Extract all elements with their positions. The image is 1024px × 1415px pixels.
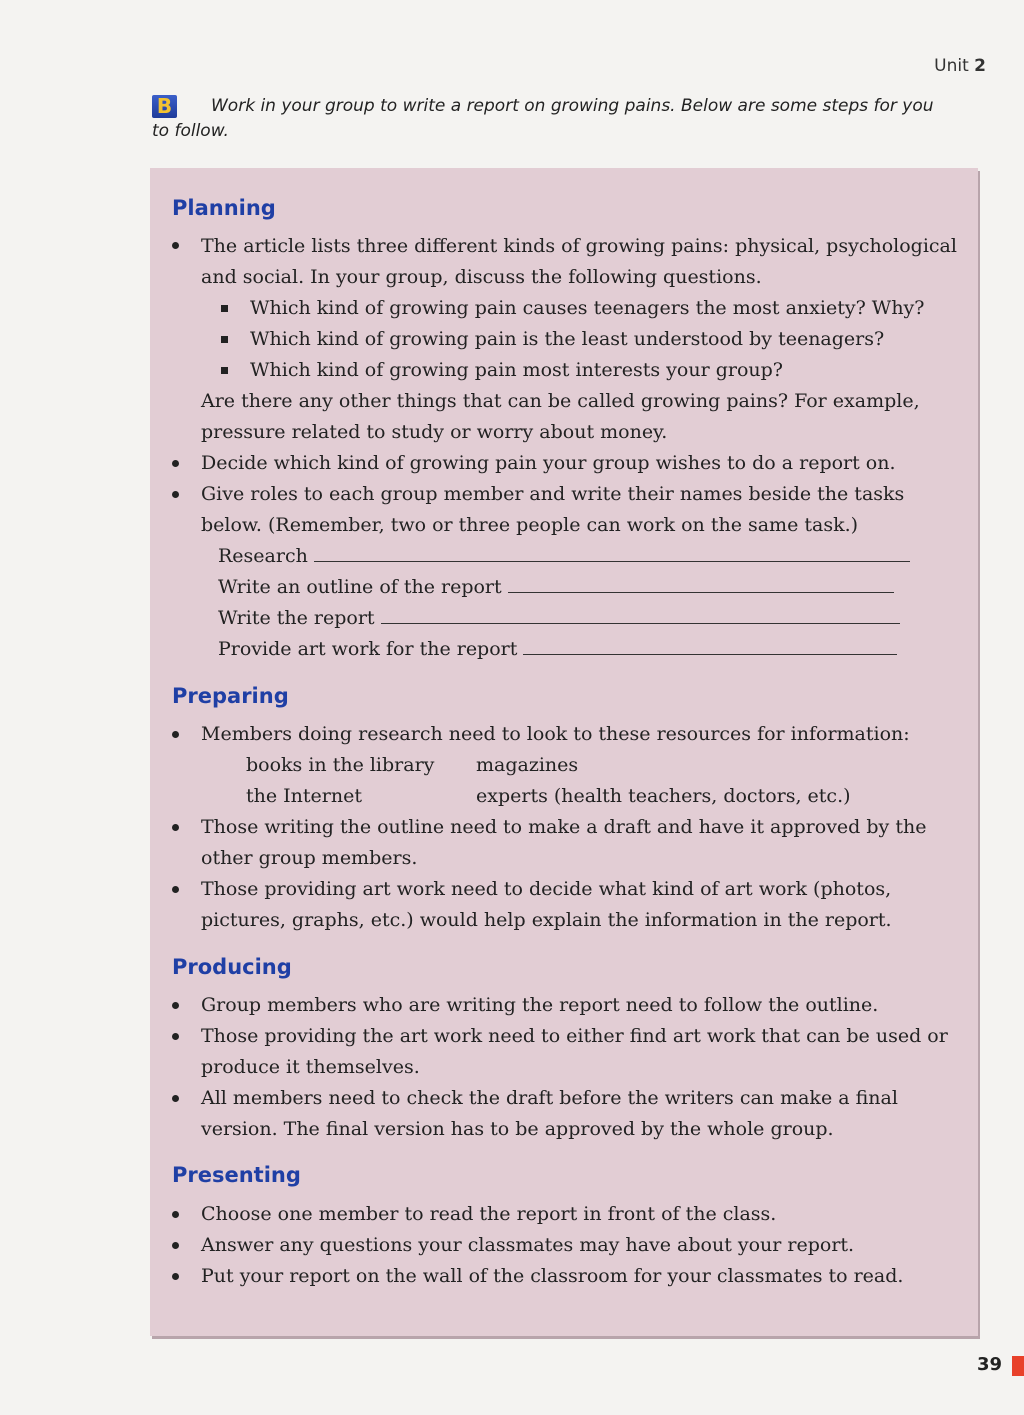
bullet-icon bbox=[172, 1095, 179, 1102]
planning-bullet-1-line-2: and social. In your group, discuss the following questions. bbox=[201, 266, 762, 288]
planning-bullet-3-line-2: below. (Remember, two or three people can work on the same task.) bbox=[201, 514, 859, 536]
planning-extra-line-2: pressure related to study or worry about money. bbox=[201, 421, 668, 443]
unit-word: Unit bbox=[934, 56, 969, 76]
presenting-bullet-1: Choose one member to read the report in front of the class. bbox=[201, 1203, 777, 1225]
bullet-icon bbox=[172, 460, 179, 467]
task-research-label: Research bbox=[218, 545, 308, 567]
presenting-bullet-2: Answer any questions your classmates may have about your report. bbox=[201, 1234, 855, 1256]
unit-number: 2 bbox=[974, 56, 986, 76]
bullet-icon bbox=[172, 1211, 179, 1218]
square-bullet-icon bbox=[221, 336, 228, 343]
planning-extra-line-1: Are there any other things that can be called growing pains? For example, bbox=[201, 390, 920, 412]
planning-bullet-1-line-1: The article lists three different kinds of growing pains: physical, psychological bbox=[201, 235, 957, 257]
task-write-label: Write the report bbox=[218, 607, 375, 629]
resource-magazines: magazines bbox=[476, 754, 579, 776]
instruction bbox=[152, 94, 952, 144]
planning-bullet-3-line-1: Give roles to each group member and write their names beside the tasks bbox=[201, 483, 905, 505]
preparing-heading: Preparing bbox=[172, 684, 289, 708]
preparing-bullet-1: Members doing research need to look to these resources for information: bbox=[201, 723, 910, 745]
bullet-icon bbox=[172, 1273, 179, 1280]
preparing-bullet-2-line-1: Those writing the outline need to make a draft and have it approved by the bbox=[201, 816, 927, 838]
task-art bbox=[218, 636, 897, 662]
preparing-bullet-2-line-2: other group members. bbox=[201, 847, 418, 869]
planning-heading: Planning bbox=[172, 196, 276, 220]
bullet-icon bbox=[172, 242, 179, 249]
question-1: Which kind of growing pain causes teenagers the most anxiety? Why? bbox=[250, 297, 925, 319]
bullet-icon bbox=[172, 731, 179, 738]
unit-label bbox=[934, 56, 986, 76]
resource-experts: experts (health teachers, doctors, etc.) bbox=[476, 785, 851, 807]
producing-bullet-2-line-1: Those providing the art work need to either find art work that can be used or bbox=[201, 1025, 948, 1047]
presenting-bullet-3: Put your report on the wall of the classroom for your classmates to read. bbox=[201, 1265, 904, 1287]
bullet-icon bbox=[172, 886, 179, 893]
resource-internet: the Internet bbox=[246, 785, 362, 807]
instruction-text: Work in your group to write a report on growing pains. Below are some steps for you to follow. bbox=[152, 96, 934, 141]
task-research-blank[interactable] bbox=[314, 543, 910, 562]
producing-bullet-2-line-2: produce it themselves. bbox=[201, 1056, 420, 1078]
task-outline-label: Write an outline of the report bbox=[218, 576, 502, 598]
resource-library: books in the library bbox=[246, 754, 435, 776]
question-2: Which kind of growing pain is the least understood by teenagers? bbox=[250, 328, 885, 350]
bullet-icon bbox=[172, 824, 179, 831]
task-art-blank[interactable] bbox=[523, 636, 897, 655]
bullet-icon bbox=[172, 491, 179, 498]
planning-bullet-2: Decide which kind of growing pain your group wishes to do a report on. bbox=[201, 452, 896, 474]
task-outline bbox=[218, 574, 894, 600]
task-outline-blank[interactable] bbox=[508, 574, 894, 593]
preparing-bullet-3-line-2: pictures, graphs, etc.) would help explain the information in the report. bbox=[201, 909, 892, 931]
question-3: Which kind of growing pain most interests your group? bbox=[250, 359, 783, 381]
task-write bbox=[218, 605, 900, 631]
producing-bullet-3-line-2: version. The final version has to be approved by the whole group. bbox=[201, 1118, 834, 1140]
page-number: 39 bbox=[976, 1354, 1002, 1375]
task-write-blank[interactable] bbox=[381, 605, 900, 624]
producing-bullet-1: Group members who are writing the report need to follow the outline. bbox=[201, 994, 879, 1016]
bullet-icon bbox=[172, 1002, 179, 1009]
task-research bbox=[218, 543, 910, 569]
page-tab-marker bbox=[1012, 1356, 1024, 1376]
producing-bullet-3-line-1: All members need to check the draft before the writers can make a final bbox=[201, 1087, 898, 1109]
task-art-label: Provide art work for the report bbox=[218, 638, 518, 660]
square-bullet-icon bbox=[221, 367, 228, 374]
presenting-heading: Presenting bbox=[172, 1163, 301, 1187]
producing-heading: Producing bbox=[172, 955, 292, 979]
bullet-icon bbox=[172, 1033, 179, 1040]
bullet-icon bbox=[172, 1242, 179, 1249]
section-badge: B bbox=[152, 95, 177, 118]
preparing-bullet-3-line-1: Those providing art work need to decide what kind of art work (photos, bbox=[201, 878, 892, 900]
square-bullet-icon bbox=[221, 305, 228, 312]
